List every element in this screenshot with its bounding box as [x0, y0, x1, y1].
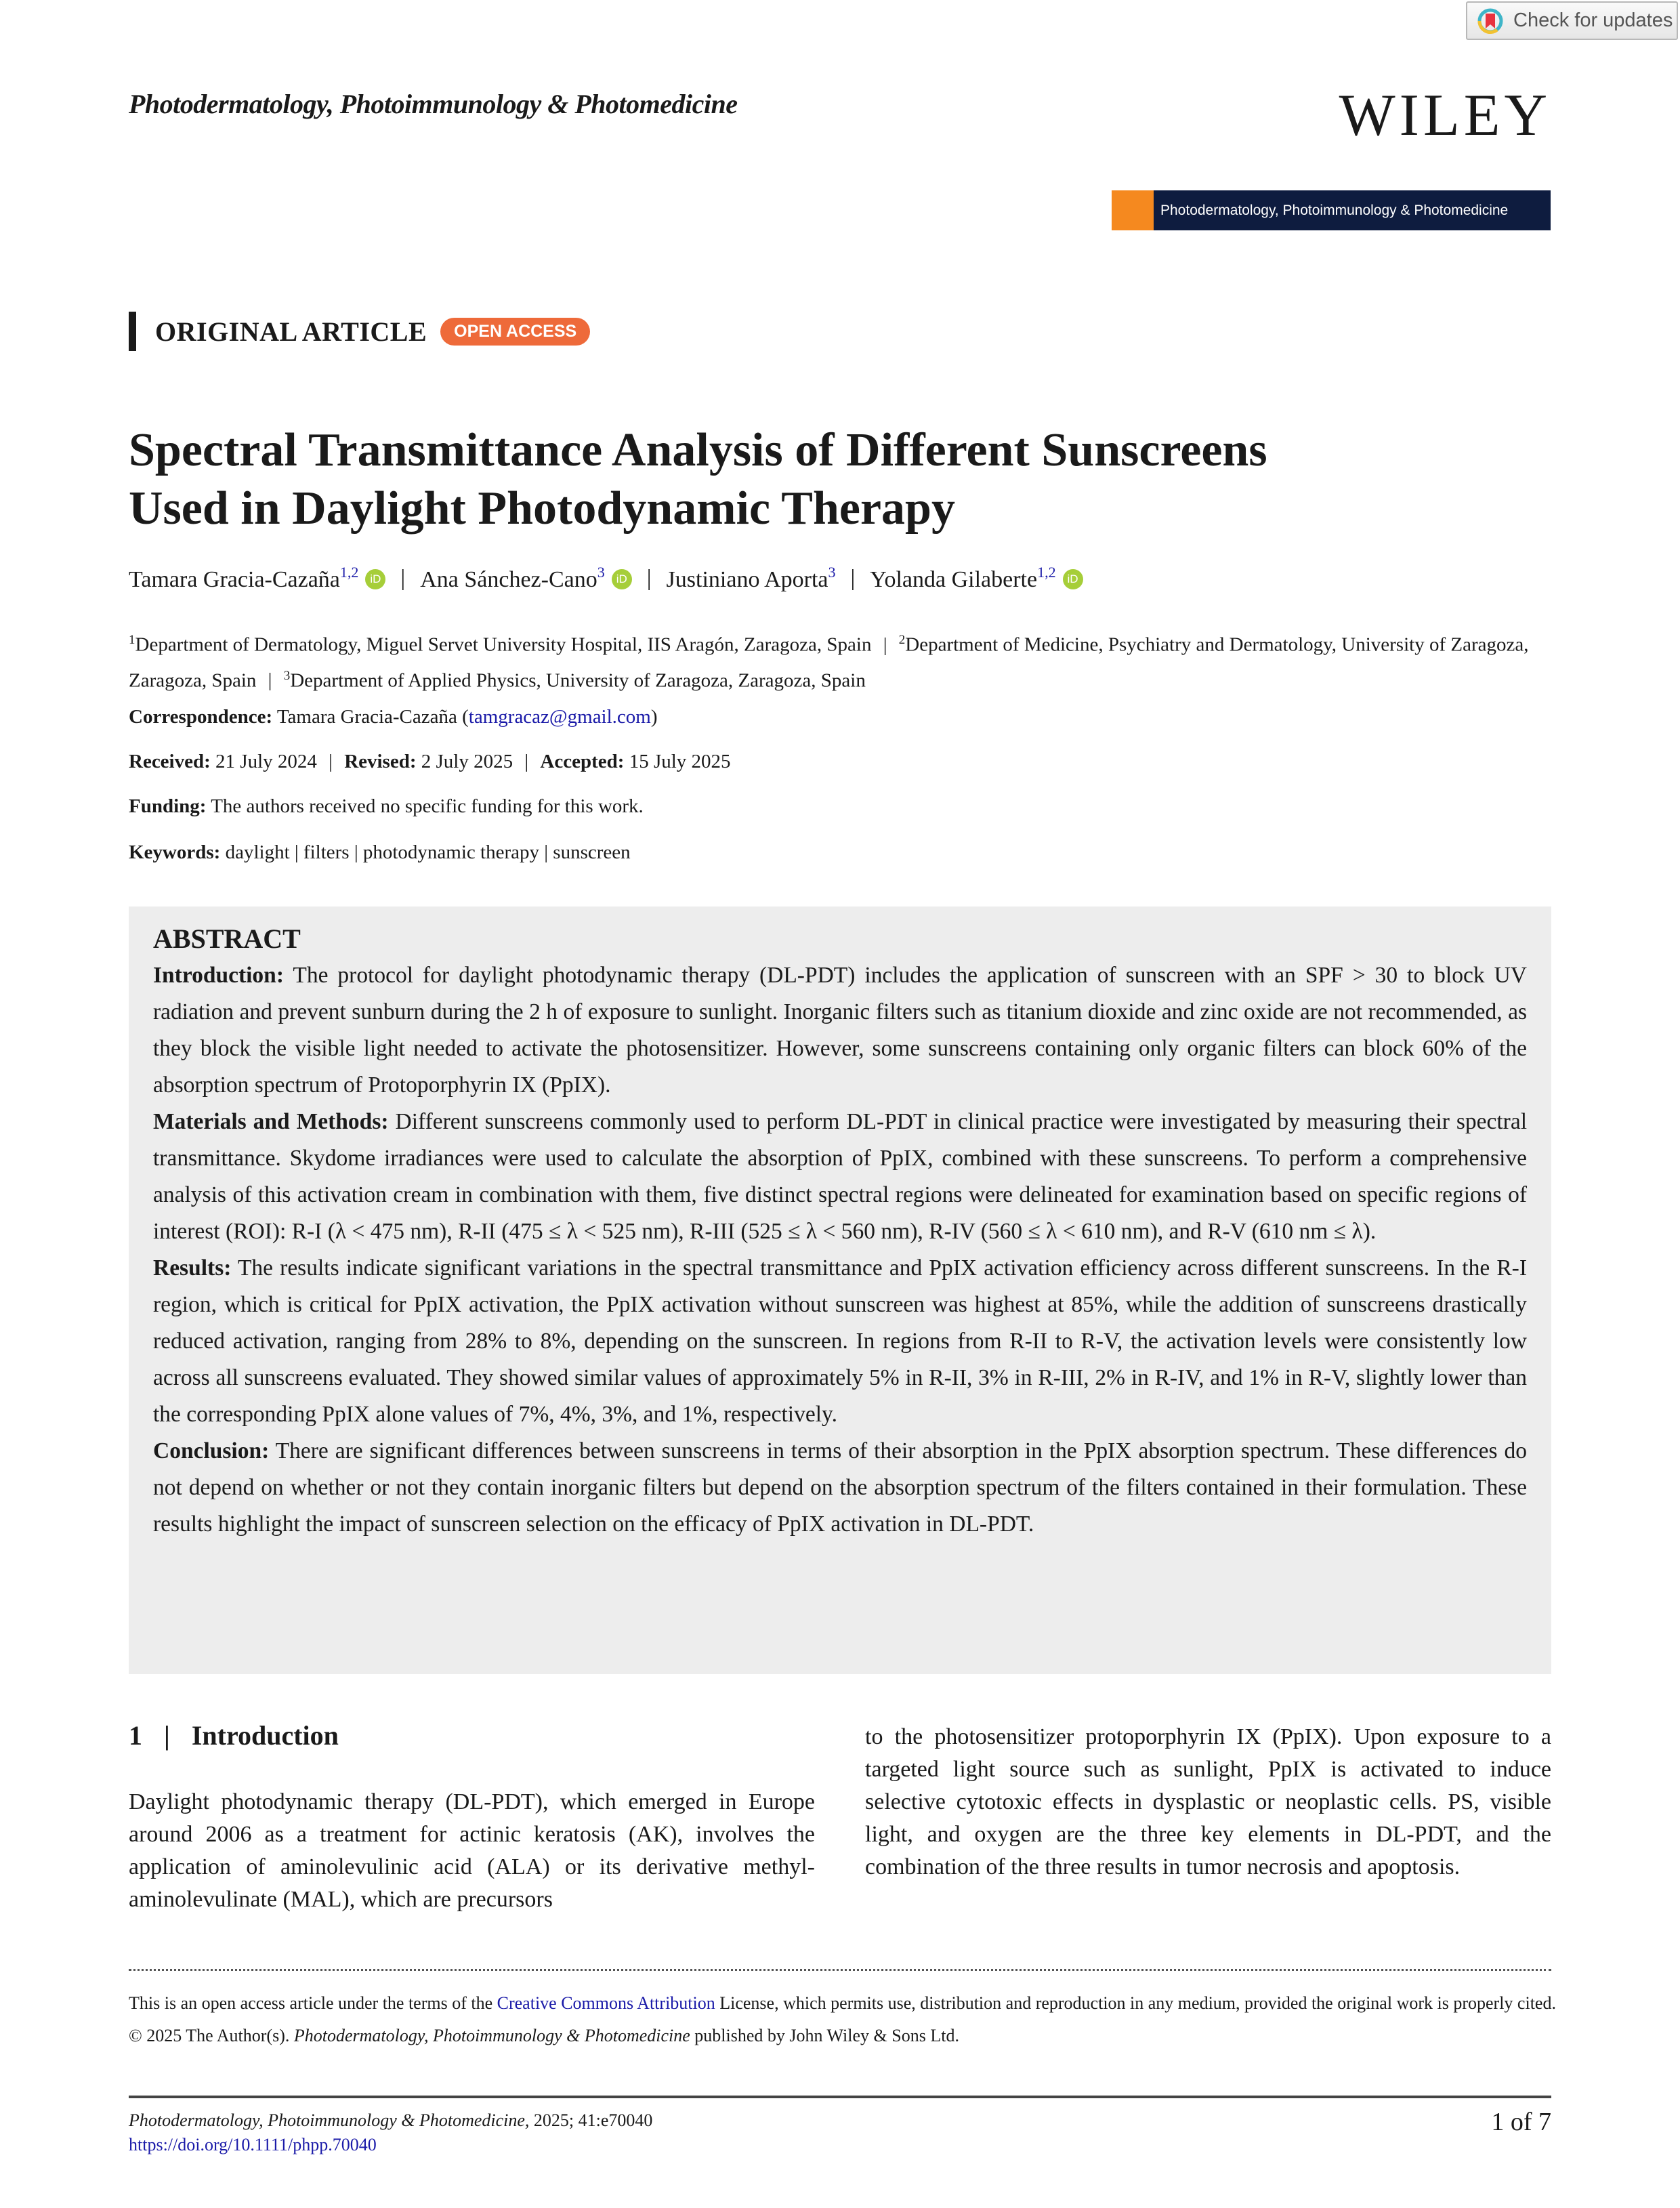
- license-post: License, which permits use, distribution and reproduction in any medium, provided the original work is properly cited.: [715, 1993, 1556, 2013]
- crossmark-icon: [1477, 7, 1504, 35]
- copyright-post: published by John Wiley & Sons Ltd.: [690, 2026, 959, 2045]
- footer-rule: [129, 2096, 1551, 2098]
- accepted-label: Accepted:: [540, 751, 625, 772]
- keywords: [129, 841, 631, 864]
- title-line: Used in Daylight Photodynamic Therapy: [129, 482, 955, 535]
- section-separator: |: [164, 1720, 170, 1751]
- author-separator: |: [850, 565, 856, 591]
- affiliations: [129, 625, 1565, 696]
- author-separator: |: [646, 565, 652, 591]
- accepted-date: 15 July 2025: [629, 751, 731, 772]
- body-column-right: to the photosensitizer protoporphyrin IX (PpIX). Upon exposure to a targeted light source such as sunlight, PpIX is activated to induce selective cytotoxic effects in dysplastic or neoplastic cells. PS, visible light, and oxygen are the three key elements in DL-PDT, and the combination of the three results in tumor necrosis and apoptosis.: [865, 1724, 1551, 1879]
- article-type: [129, 312, 590, 351]
- funding-text: The authors received no specific funding for this work.: [211, 795, 644, 817]
- abstract-section-text: Different sunscreens commonly used to perform DL-PDT in clinical practice were investigated by measuring their spectral transmittance. Skydome irradiances were used to calculate the absorption of PpIX, combined with these sunscreens. To perform a comprehensive analysis of this activation cream in combination with them, five distinct spectral regions were delineated for examination based on specific regions of interest (ROI): R-I (λ < 475 nm), R-II (475 ≤ λ < 525 nm), R-III (525 ≤ λ < 560 nm), R-IV (560 ≤ λ < 610 nm), and R-V (610 nm ≤ λ).: [153, 1109, 1528, 1244]
- wiley-logo-text: WILEY: [1339, 83, 1551, 148]
- affiliation-text: Department of Medicine, Psychiatry and Dermatology, University of Zaragoza, Zaragoza, Spain: [129, 633, 1529, 692]
- correspondence-label: Correspondence:: [129, 706, 273, 728]
- keywords-list: daylight | filters | photodynamic therapy | sunscreen: [225, 841, 631, 863]
- orcid-icon[interactable]: iD: [365, 569, 385, 589]
- copyright-line: [129, 2021, 1558, 2051]
- author-separator: |: [400, 565, 406, 591]
- abstract-introduction: [153, 957, 1527, 1104]
- check-for-updates-button[interactable]: [1466, 1, 1678, 40]
- orcid-icon[interactable]: iD: [612, 569, 632, 589]
- open-access-badge: OPEN ACCESS: [440, 318, 590, 346]
- affiliation-text: Department of Applied Physics, University of Zaragoza, Zaragoza, Spain: [290, 669, 866, 692]
- correspondence-name: Tamara Gracia-Cazaña: [276, 706, 457, 728]
- revised-label: Revised:: [344, 751, 417, 772]
- license-text: [129, 1988, 1558, 2018]
- affiliation-number: 3: [283, 668, 291, 683]
- abstract-section-label: Results:: [153, 1255, 232, 1280]
- author[interactable]: [420, 564, 632, 593]
- title-line: Spectral Transmittance Analysis of Different Sunscreens: [129, 424, 1267, 476]
- author[interactable]: [870, 564, 1083, 593]
- affiliation-number: 1: [129, 633, 135, 647]
- author[interactable]: [667, 564, 836, 593]
- license-notice: [129, 1988, 1558, 2051]
- author-name: Yolanda Gilaberte: [870, 567, 1038, 592]
- abstract-box: [129, 907, 1551, 1674]
- journal-banner: [1112, 190, 1551, 230]
- doi-link[interactable]: https://doi.org/10.1111/phpp.70040: [129, 2135, 377, 2154]
- date-separator: |: [329, 751, 333, 772]
- abstract-section-text: The results indicate significant variations in the spectral transmittance and PpIX activation efficiency across different sunscreens. In the R-I region, which is critical for PpIX activation, the PpIX activation without sunscreen was highest at 85%, while the addition of sunscreens drastically reduced activation, ranging from 28% to 8%, depending on the sunscreen. In regions from R-II to R-V, the activation levels were consistently low across all sunscreens evaluated. They showed similar values of approximately 5% in R-II, 3% in R-III, 2% in R-IV, and 1% in R-V, slightly lower than the corresponding PpIX alone values of 7%, 4%, 3%, and 1%, respectively.: [153, 1255, 1527, 1427]
- citation-line: [129, 2108, 652, 2133]
- keywords-label: Keywords:: [129, 841, 221, 863]
- copyright-pre: © 2025 The Author(s).: [129, 2026, 294, 2045]
- section-number: 1: [129, 1720, 142, 1751]
- author-affiliation-ref[interactable]: 1,2: [1037, 564, 1056, 581]
- citation-journal: Photodermatology, Photoimmunology & Photomedicine,: [129, 2110, 530, 2130]
- affiliation-separator: |: [268, 669, 272, 692]
- author-list: [129, 564, 1083, 593]
- abstract-conclusion: [153, 1433, 1527, 1543]
- funding-label: Funding:: [129, 795, 207, 817]
- abstract-results: [153, 1250, 1527, 1433]
- banner-journal-name: Photodermatology, Photoimmunology & Photomedicine: [1154, 190, 1551, 230]
- footnote-divider: [129, 1969, 1551, 1971]
- abstract-section-text: There are significant differences between sunscreens in terms of their absorption in the PpIX absorption spectrum. These differences do not depend on whether or not they contain inorganic filters but depend on the absorption spectrum of the filters contained in their formulation. These results highlight the impact of sunscreen selection on the efficacy of PpIX activation in DL-PDT.: [153, 1438, 1527, 1537]
- date-separator: |: [524, 751, 529, 772]
- body-column-left: Daylight photodynamic therapy (DL-PDT), which emerged in Europe around 2006 as a treatment for actinic keratosis (AK), involves the application of aminolevulinic acid (ALA) or its derivative methyl-aminolevulinate (MAL), which are precursors: [129, 1789, 815, 1912]
- affiliation-number: 2: [898, 633, 906, 647]
- article-type-label: ORIGINAL ARTICLE: [155, 316, 427, 347]
- license-pre: This is an open access article under the terms of the: [129, 1993, 497, 2013]
- journal-name: Photodermatology, Photoimmunology & Photomedicine: [129, 89, 738, 119]
- correspondence: Correspondence: Tamara Gracia-Cazaña (tamgracaz@gmail.com): [129, 706, 658, 728]
- creative-commons-link[interactable]: Creative Commons Attribution: [497, 1993, 715, 2013]
- revised-date: 2 July 2025: [421, 751, 513, 772]
- author-affiliation-ref[interactable]: 1,2: [339, 564, 359, 581]
- abstract-methods: [153, 1104, 1527, 1250]
- affiliation-text: Department of Dermatology, Miguel Servet University Hospital, IIS Aragón, Zaragoza, Spain: [135, 633, 872, 656]
- correspondence-email-link[interactable]: tamgracaz@gmail.com: [468, 706, 651, 728]
- funding: [129, 795, 644, 818]
- section-heading: [129, 1720, 339, 1751]
- page-number: 1 of 7: [1491, 2108, 1551, 2136]
- author-name: Ana Sánchez-Cano: [420, 567, 597, 592]
- check-for-updates-label: Check for updates: [1513, 9, 1673, 31]
- wiley-logo: [1339, 81, 1551, 150]
- abstract-section-label: Materials and Methods:: [153, 1109, 389, 1134]
- abstract-heading: ABSTRACT: [153, 923, 301, 954]
- author-name: Tamara Gracia-Cazaña: [129, 567, 340, 592]
- author-affiliation-ref[interactable]: 3: [597, 564, 605, 581]
- banner-orange-block: [1112, 190, 1154, 230]
- received-date: 21 July 2024: [215, 751, 317, 772]
- author-name: Justiniano Aporta: [666, 567, 828, 592]
- section-title: Introduction: [191, 1720, 339, 1751]
- article-dates: [129, 751, 731, 773]
- affiliation-separator: |: [883, 633, 887, 656]
- copyright-journal: Photodermatology, Photoimmunology & Photomedicine: [293, 2026, 690, 2045]
- author-affiliation-ref[interactable]: 3: [828, 564, 836, 581]
- abstract-section-label: Introduction:: [153, 963, 284, 988]
- citation-volume: 2025; 41:e70040: [529, 2110, 653, 2130]
- article-type-bar: [129, 312, 136, 351]
- abstract-section-text: The protocol for daylight photodynamic therapy (DL-PDT) includes the application of sunscreen with an SPF > 30 to block UV radiation and prevent sunburn during the 2 h of exposure to sunlight. Inorganic filters such as titanium dioxide and zinc oxide are not recommended, as they block the visible light needed to activate the photosensitizer. However, some sunscreens containing only organic filters can block 60% of the absorption spectrum of Protoporphyrin IX (PpIX).: [153, 963, 1527, 1098]
- citation-block: [129, 2108, 652, 2157]
- abstract-section-label: Conclusion:: [153, 1438, 270, 1463]
- orcid-icon[interactable]: iD: [1063, 569, 1083, 589]
- received-label: Received:: [129, 751, 211, 772]
- author[interactable]: [129, 564, 385, 593]
- article-title: [129, 421, 1558, 538]
